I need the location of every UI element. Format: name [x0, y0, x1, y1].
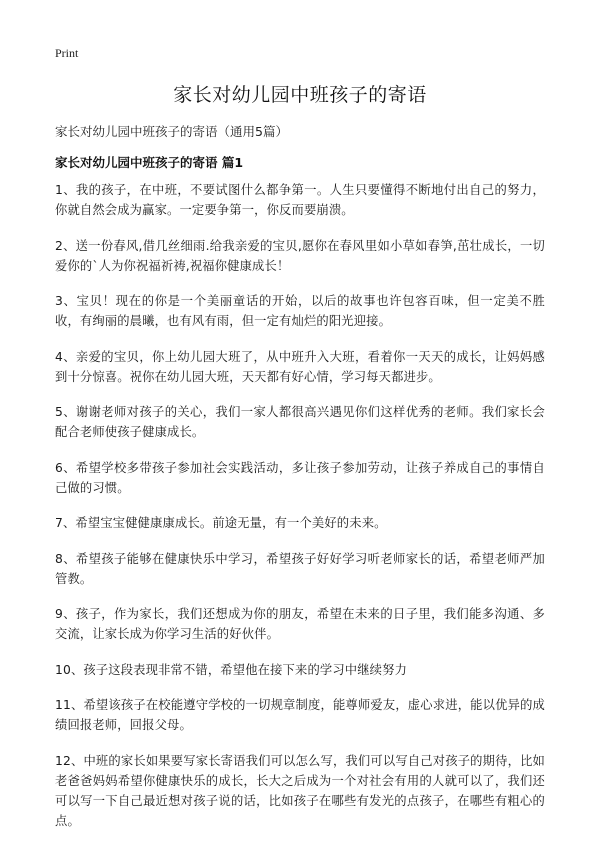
document-subtitle: 家长对幼儿园中班孩子的寄语（通用5篇） — [55, 124, 288, 139]
document-body — [55, 180, 545, 846]
document-title: 家长对幼儿园中班孩子的寄语 — [173, 84, 427, 106]
paragraph-1: 1、我的孩子，在中班，不要试图什么都争第一。人生只要懂得不断地付出自己的努力，你就自然会成为赢家。一定要争第一，你反而要崩溃。 — [55, 183, 545, 217]
paragraph-4: 4、亲爱的宝贝，你上幼儿园大班了，从中班升入大班，看着你一天天的成长，让妈妈感到十分惊喜。祝你在幼儿园大班，天天都有好心情，学习每天都进步。 — [55, 349, 545, 384]
paragraph-10: 10、孩子这段表现非常不错，希望他在接下来的学习中继续努力 — [55, 662, 408, 677]
paragraph-9: 9、孩子，作为家长，我们还想成为你的朋友，希望在未来的日子里，我们能多沟通、多交流，让家长成为你学习生活的好伙伴。 — [55, 607, 545, 641]
paragraph-6: 6、希望学校多带孩子参加社会实践活动，多让孩子参加劳动，让孩子养成自己的事情自己做的习惯。 — [55, 460, 545, 495]
paragraph-5: 5、谢谢老师对孩子的关心，我们一家人都很高兴遇见你们这样优秀的老师。我们家长会配合老师使孩子健康成长。 — [55, 405, 545, 439]
paragraph-2: 2、送一份春风,借几丝细雨.给我亲爱的宝贝,愿你在春风里如小草如春笋,茁壮成长，一切爱你的`人为你祝福祈祷,祝福你健康成长！ — [55, 238, 545, 273]
paragraph-12: 12、中班的家长如果要写家长寄语我们可以怎么写，我们可以写自己对孩子的期待，比如老爸爸妈妈希望你健康快乐的成长，长大之后成为一个对社会有用的人就可以了，我们还可以写一下自己最近想对孩子说的话，比如孩子在哪些有发光的点孩子，在哪些有粗心的点。 — [55, 753, 545, 828]
paragraph-7: 7、希望宝宝健健康康成长。前途无量，有一个美好的未来。 — [55, 516, 387, 530]
paragraph-3: 3、宝贝！现在的你是一个美丽童话的开始，以后的故事也许包容百味，但一定美不胜收，有绚丽的晨曦，也有风有雨，但一定有灿烂的阳光迎接。 — [55, 294, 545, 328]
paragraph-11: 11、希望该孩子在校能遵守学校的一切规章制度，能尊师爱友，虚心求进，能以优异的成绩回报老师，回报父母。 — [55, 698, 545, 732]
section-heading: 家长对幼儿园中班孩子的寄语 篇1 — [55, 155, 244, 170]
print-label: Print — [55, 46, 79, 60]
paragraph-8: 8、希望孩子能够在健康快乐中学习，希望孩子好好学习听老师家长的话，希望老师严加管教。 — [55, 551, 545, 586]
